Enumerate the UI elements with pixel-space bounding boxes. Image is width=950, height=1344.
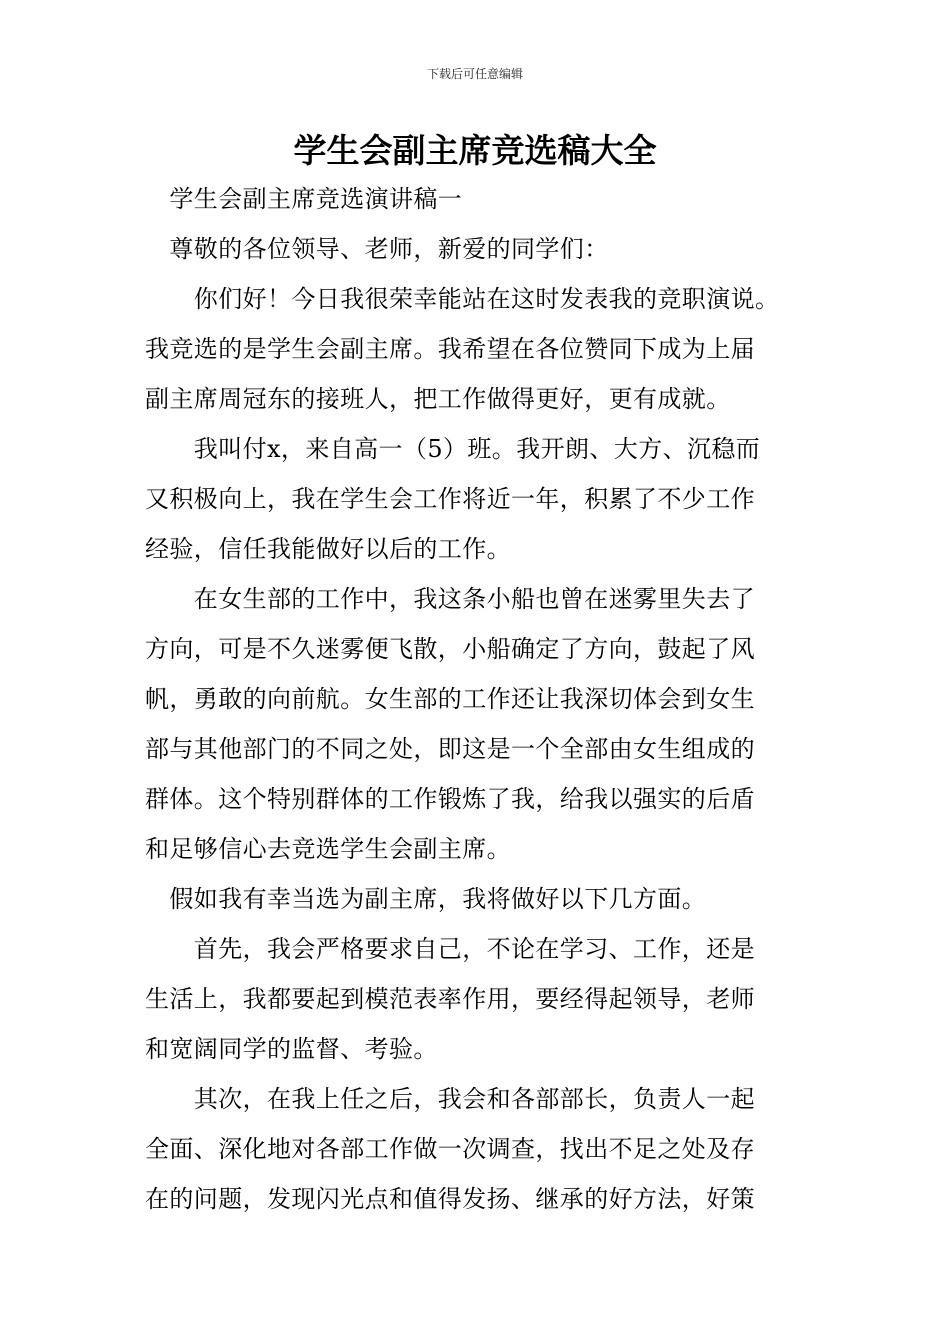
text-line: 副主席周冠东的接班人，把工作做得更好，更有成就。 xyxy=(145,385,731,413)
text-line: 假如我有幸当选为副主席，我将做好以下几方面。 xyxy=(145,885,707,913)
text-line: 在的问题，发现闪光点和值得发扬、继承的好方法，好策 xyxy=(145,1185,755,1213)
text-line: 又积极向上，我在学生会工作将近一年，积累了不少工作 xyxy=(145,485,755,513)
text-line: 生活上，我都要起到模范表率作用，要经得起领导，老师 xyxy=(145,985,755,1013)
text-line: 和宽阔同学的监督、考验。 xyxy=(145,1035,438,1063)
text-line: 我叫付x，来自高一（5）班。我开朗、大方、沉稳而 xyxy=(145,435,761,463)
text-line: 其次，在我上任之后，我会和各部部长，负责人一起 xyxy=(145,1085,755,1113)
text-line: 尊敬的各位领导、老师，新爱的同学们： xyxy=(145,235,609,263)
text-line: 你们好！今日我很荣幸能站在这时发表我的竞职演说。 xyxy=(145,285,780,313)
text-line: 群体。这个特别群体的工作锻炼了我，给我以强实的后盾 xyxy=(145,785,755,813)
text-line: 经验，信任我能做好以后的工作。 xyxy=(145,535,511,563)
text-line: 我竞选的是学生会副主席。我希望在各位赞同下成为上届 xyxy=(145,335,755,363)
document-title: 学生会副主席竞选稿大全 xyxy=(293,131,657,170)
header-note: 下载后可任意编辑 xyxy=(426,67,523,81)
text-line: 全面、深化地对各部工作做一次调查，找出不足之处及存 xyxy=(145,1135,755,1163)
text-line: 部与其他部门的不同之处，即这是一个全部由女生组成的 xyxy=(145,735,755,763)
text-line: 帆，勇敢的向前航。女生部的工作还让我深切体会到女生 xyxy=(145,685,755,713)
text-line: 和足够信心去竞选学生会副主席。 xyxy=(145,835,511,863)
text-line: 方向，可是不久迷雾便飞散，小船确定了方向，鼓起了风 xyxy=(145,635,755,663)
text-line: 首先，我会严格要求自己，不论在学习、工作，还是 xyxy=(145,935,755,963)
text-line: 在女生部的工作中，我这条小船也曾在迷雾里失去了 xyxy=(145,585,755,613)
text-line: 学生会副主席竞选演讲稿一 xyxy=(145,185,463,213)
